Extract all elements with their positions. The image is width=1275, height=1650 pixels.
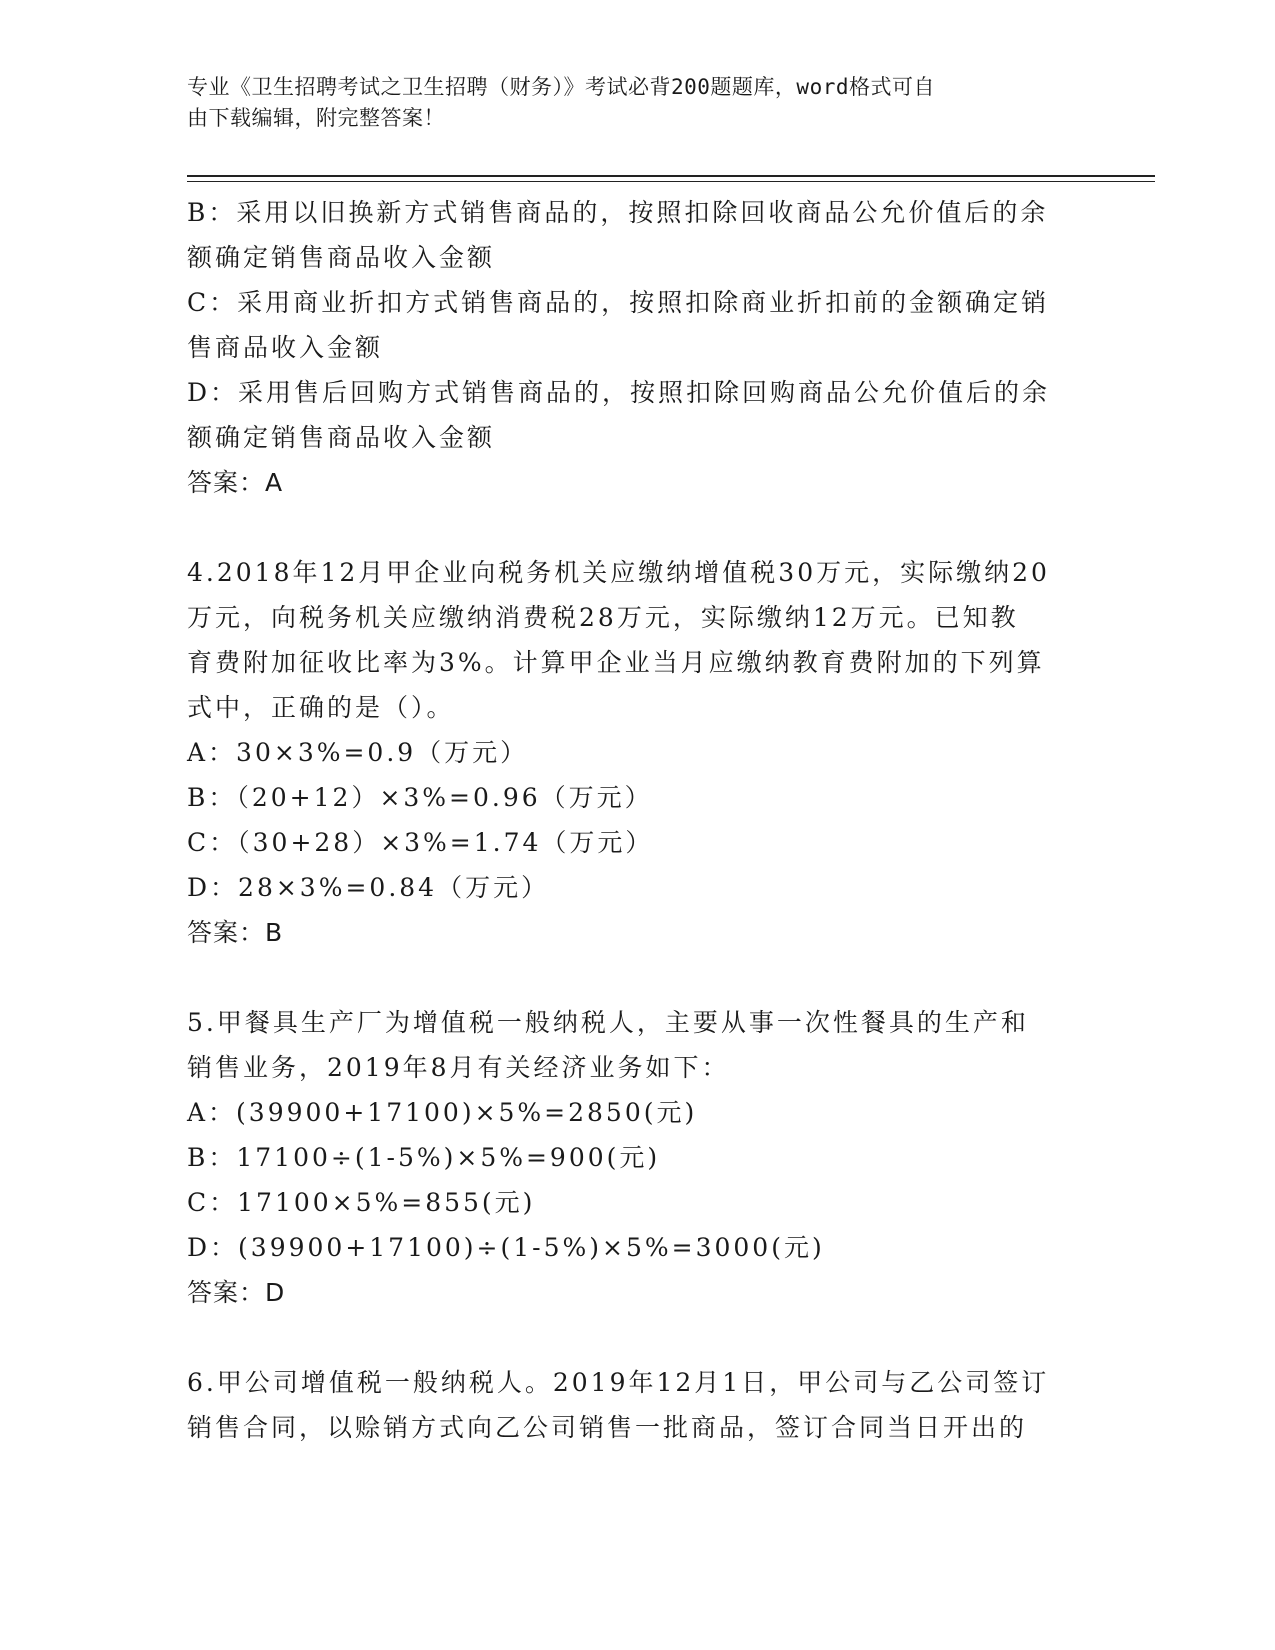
option-c-line-1: C：采用商业折扣方式销售商品的，按照扣除商业折扣前的金额确定销 — [187, 288, 1050, 317]
option-a: A：(39900+17100)×5%=2850(元) — [187, 1098, 698, 1127]
question-3-continued — [187, 190, 1087, 505]
question-5 — [187, 1000, 1087, 1315]
option-b-line-2: 额确定销售商品收入金额 — [187, 243, 496, 272]
answer-label: 答案：A — [187, 468, 284, 497]
document-header — [187, 72, 1067, 134]
header-title-line-1: 专业《卫生招聘考试之卫生招聘（财务）》考试必背200题题库，word格式可自 — [187, 75, 935, 99]
question-stem-line-2: 销售合同，以赊销方式向乙公司销售一批商品，签订合同当日开出的 — [187, 1413, 1028, 1442]
question-stem-line-1: 4.2018年12月甲企业向税务机关应缴纳增值税30万元，实际缴纳20 — [187, 558, 1050, 587]
question-stem-line-1: 6.甲公司增值税一般纳税人。2019年12月1日，甲公司与乙公司签订 — [187, 1368, 1050, 1397]
option-d: D：(39900+17100)÷(1-5%)×5%=3000(元) — [187, 1233, 825, 1262]
spacer — [187, 505, 1087, 550]
spacer — [187, 1315, 1087, 1360]
option-d-line-2: 额确定销售商品收入金额 — [187, 423, 496, 452]
option-b-line-1: B：采用以旧换新方式销售商品的，按照扣除回收商品公允价值后的余 — [187, 198, 1049, 227]
question-stem-line-4: 式中，正确的是（）。 — [187, 693, 455, 722]
header-title-line-2: 由下载编辑，附完整答案！ — [187, 106, 445, 130]
document-body — [187, 190, 1087, 1450]
question-stem-line-1: 5.甲餐具生产厂为增值税一般纳税人，主要从事一次性餐具的生产和 — [187, 1008, 1029, 1037]
header-divider-thick — [187, 175, 1155, 177]
question-6 — [187, 1360, 1087, 1450]
spacer — [187, 955, 1087, 1000]
question-stem-line-3: 育费附加征收比率为3%。计算甲企业当月应缴纳教育费附加的下列算 — [187, 648, 1045, 677]
header-divider-thin — [187, 181, 1155, 182]
option-c: C：（30+28）×3%=1.74（万元） — [187, 828, 654, 857]
question-4 — [187, 550, 1087, 955]
option-b: B：17100÷(1-5%)×5%=900(元) — [187, 1143, 661, 1172]
answer-label: 答案：D — [187, 1278, 286, 1307]
question-stem-line-2: 万元，向税务机关应缴纳消费税28万元，实际缴纳12万元。已知教 — [187, 603, 1019, 632]
option-d: D：28×3%=0.84（万元） — [187, 873, 550, 902]
option-d-line-1: D：采用售后回购方式销售商品的，按照扣除回购商品公允价值后的余 — [187, 378, 1051, 407]
option-a: A：30×3%=0.9（万元） — [187, 738, 529, 767]
option-c: C：17100×5%=855(元) — [187, 1188, 536, 1217]
option-b: B：（20+12）×3%=0.96（万元） — [187, 783, 653, 812]
option-c-line-2: 售商品收入金额 — [187, 333, 384, 362]
answer-label: 答案：B — [187, 918, 284, 947]
question-stem-line-2: 销售业务，2019年8月有关经济业务如下： — [187, 1053, 730, 1082]
